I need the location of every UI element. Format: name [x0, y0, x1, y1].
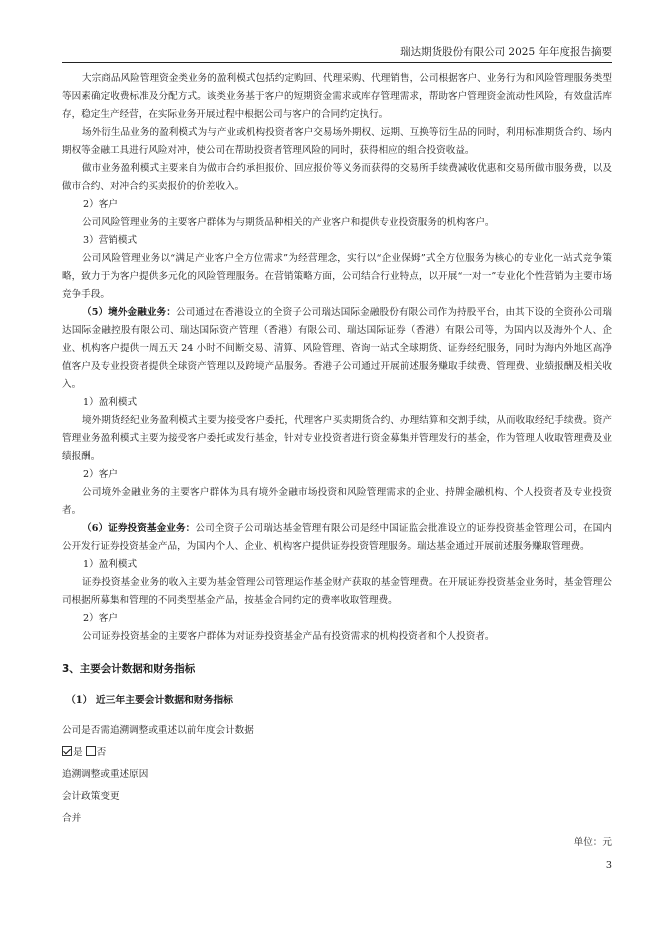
list-item-clients: 2）客户: [83, 469, 118, 480]
header-divider: [62, 62, 612, 63]
page-number: 3: [605, 860, 612, 871]
overseas-business-label: （5）境外金融业务：: [82, 307, 176, 318]
question-retroactive-adjustment: 公司是否需追溯调整或重述以前年度会计数据: [62, 725, 254, 736]
paragraph-overseas-profit: 境外期货经纪业务盈利模式主要为接受客户委托，代理客户买卖期货合约、办理结算和交割手续，从而收取经纪手续费。资产管理业务盈利模式主要为接受客户委托或发行基金，针对专业投资者进行资金募集并管理发行的基金，作为管理人收取管理费及业绩报酬。: [62, 415, 612, 462]
overseas-business-text: 公司通过在香港设立的全资子公司瑞达国际金融股份有限公司作为持股平台，由其下设的全资孙公司瑞达国际金融控股有限公司、瑞达国际资产管理（香港）有限公司、瑞达国际证券（香港）有限公司等，为国内以及海外个人、企业、机构客户提供一周五天 24 小时不间断交易、清算、风险管理、咨询一站式全球期货、证券经纪服务，同时为海内外地区高净值客户及专业投资者提供全球资产管理以及跨境产品服务。香港子公司通过开展前述服务赚取手续费、管理费、业绩报酬及相关收入。: [62, 307, 612, 390]
subsection-heading-three-years: （1） 近三年主要会计数据和财务指标: [66, 695, 233, 706]
paragraph-fund-clients: 公司证券投资基金的主要客户群体为对证券投资基金产品有投资需求的机构投资者和个人投资者。: [82, 631, 495, 642]
option-yes-label: 是: [73, 747, 83, 758]
paragraph-overseas-business: [62, 304, 612, 394]
paragraph-marketing-model: 公司风险管理业务以“满足产业客户全方位需求”为经营理念，实行以“企业保姆”式全方位服务为核心的专业化一站式竞争策略，致力于为客户提供多元化的风险管理服务。在营销策略方面，公司结合行业特点，以开展“一对一”专业化个性营销为主要市场竞争手段。: [62, 253, 612, 300]
list-item-profit-model: 1）盈利模式: [83, 559, 138, 570]
paragraph-risk-capital: 大宗商品风险管理资金类业务的盈利模式包括约定购回、代理采购、代理销售，公司根据客户、业务行为和风险管理服务类型等因素确定收费标准及分配方式。该类业务基于客户的短期资金需求或库存管理需求，帮助客户管理资金流动性风险，有效盘活库存，稳定生产经营，在实际业务开展过程中根据公司与客户的合同约定执行。: [62, 73, 612, 120]
paragraph-risk-clients: 公司风险管理业务的主要客户群体为与期货品种相关的产业客户和提供专业投资服务的机构客户。: [82, 217, 495, 228]
paragraph-overseas-clients: 公司境外金融业务的主要客户群体为具有境外金融市场投资和风险管理需求的企业、持牌金融机构、个人投资者及专业投资者。: [62, 487, 612, 516]
paragraph-fund-business: [62, 520, 612, 556]
unchecked-box-icon[interactable]: [86, 746, 96, 756]
paragraph-otc-derivatives: 场外衍生品业务的盈利模式为与产业或机构投资者客户交易场外期权、远期、互换等衍生品的同时，利用标准期货合约、场内期权等金融工具进行风险对冲，使公司在帮助投资者管理风险的同时，获得相应的组合投资收益。: [62, 127, 612, 156]
list-item-marketing: 3）营销模式: [83, 235, 138, 246]
adjustment-reason-label: 追溯调整或重述原因: [62, 769, 149, 780]
report-header-title: 瑞达期货股份有限公司 2025 年年度报告摘要: [400, 46, 612, 58]
list-item-clients: 2）客户: [83, 613, 118, 624]
unit-label: 单位：元: [573, 837, 612, 848]
paragraph-fund-profit: 证券投资基金业务的收入主要为基金管理公司管理运作基金财产获取的基金管理费。在开展证券投资基金业务时，基金管理公司根据所募集和管理的不同类型基金产品，按基金合同约定的费率收取管理费。: [62, 577, 612, 606]
retroactive-options: [62, 742, 612, 764]
fund-business-label: （6）证券投资基金业务：: [82, 523, 196, 534]
fund-business-text: 公司全资子公司瑞达基金管理有限公司是经中国证监会批准设立的证券投资基金管理公司，在国内公开发行证券投资基金产品，为国内个人、企业、机构客户提供证券投资管理服务。瑞达基金通过开展前述服务赚取管理费。: [62, 523, 612, 552]
document-body: [62, 70, 612, 852]
list-item-profit-model: 1）盈利模式: [83, 397, 138, 408]
checked-box-icon[interactable]: [62, 746, 72, 756]
section-heading-accounting-data: 3、主要会计数据和财务指标: [62, 663, 196, 675]
list-item-clients: 2）客户: [83, 199, 118, 210]
adjustment-reason-policy-change: 会计政策变更: [62, 791, 120, 802]
adjustment-reason-merger: 合并: [62, 813, 82, 824]
paragraph-market-making: 做市业务盈利模式主要来自为做市合约承担报价、回应报价等义务而获得的交易所手续费减收优惠和交易所做市服务费，以及做市合约、对冲合约买卖报价的价差收入。: [62, 163, 612, 192]
option-no-label: 否: [96, 747, 107, 758]
